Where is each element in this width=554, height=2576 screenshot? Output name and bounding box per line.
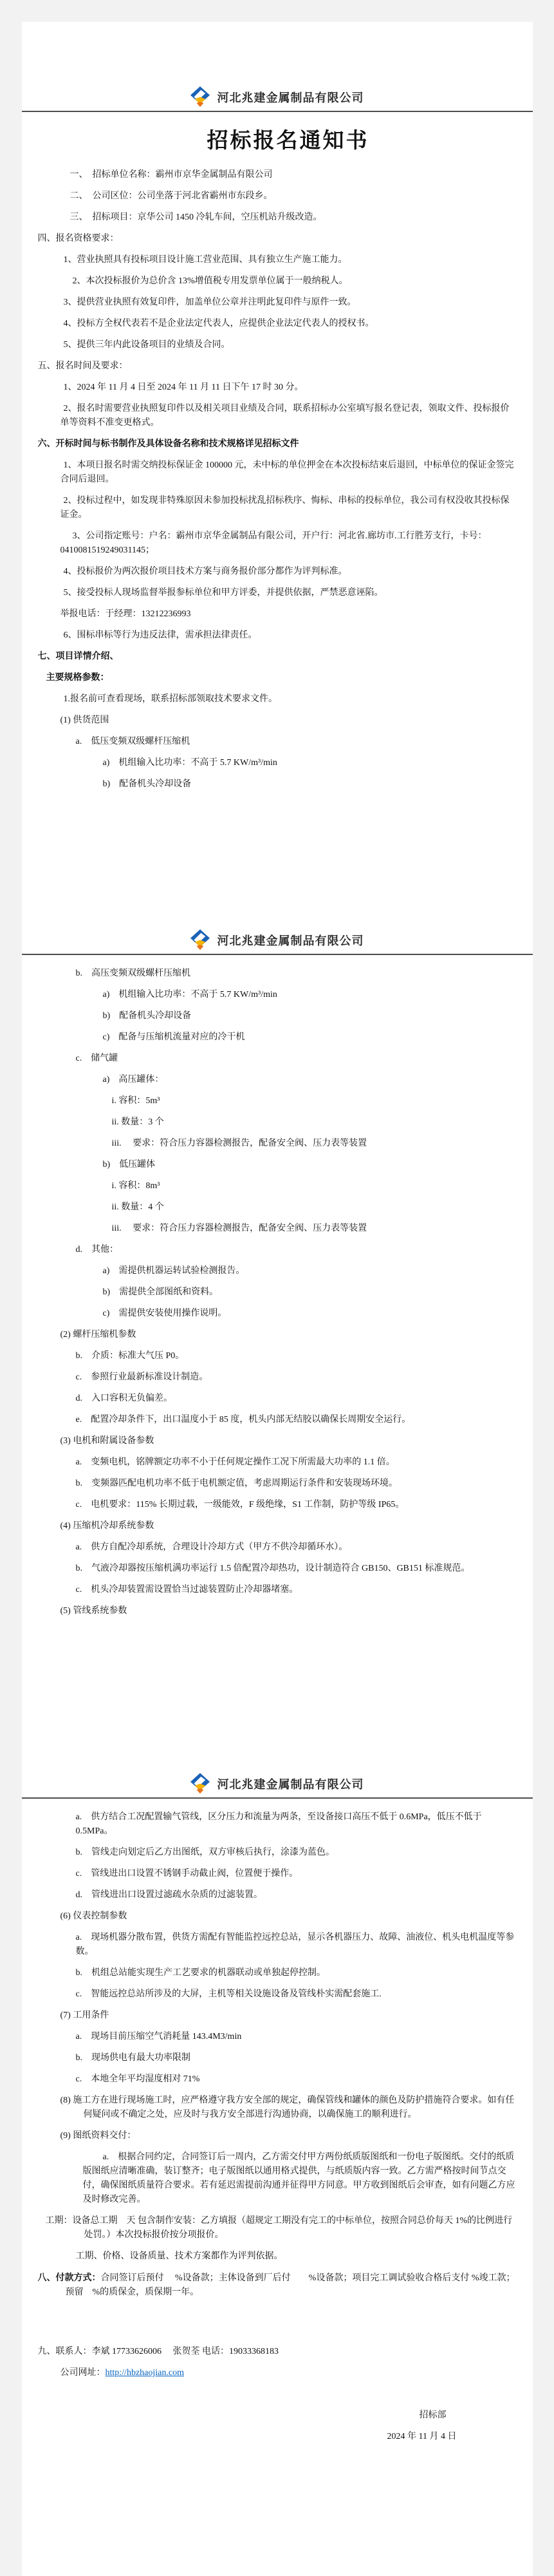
paragraph: e. 配置冷却条件下，出口温度小于 85 度，机头内部无结胶以确保长周期安全运行。 [75,1415,411,1425]
paragraph: 二、 公司区位：公司坐落于河北省霸州市东段乡。 [69,191,273,201]
paragraph: d. 其他： [75,1245,118,1255]
paragraph: (9) 图纸资料交付： [60,2131,136,2141]
paragraph: 1、营业执照具有投标项目设计施工营业范围、具有独立生产施工能力。 [63,255,347,265]
paragraph: b. 高压变频双级螺杆压缩机 [75,969,190,978]
paragraph: b. 气液冷却器按压缩机满功率运行 1.5 倍配置冷却热功，设计制造符合 GB150、GB151 标准规范。 [75,1564,470,1573]
paragraph: a. 低压变频双级螺杆压缩机 [75,737,190,746]
paragraph: 5、接受投标人现场监督举报参标单位和甲方评委，并提供依据，严禁恶意诬陷。 [63,588,383,598]
paragraph: b) 配备机头冷却设备 [102,779,192,789]
paragraph: 4、投标方全权代表若不是企业法定代表人，应提供企业法定代表人的授权书。 [63,319,374,328]
paragraph: 2、报名时需要营业执照复印件以及相关项目业绩及合同，联系招标办公室填写报名登记表，领取文件、投标报价单等资料不准变更格式。 [60,404,510,428]
company-logo-icon [190,1773,210,1794]
paragraph: a. 现场目前压缩空气消耗量 143.4M3/min [75,2032,242,2041]
paragraph: iii. 要求：符合压力容器检测报告，配备安全阀、压力表等装置 [111,1139,367,1148]
paragraph: i. 容积：8m³ [111,1181,160,1191]
paragraph: b. 机组总站能实现生产工艺要求的机器联动或单独起停控制。 [75,1968,326,1978]
section-heading: 五、报名时间及要求： [37,361,128,371]
page-header [22,1773,533,1799]
page-1-body [37,168,516,791]
text-run: 公司网址： [60,2368,106,2378]
signature-department: 招标部 [419,2410,447,2420]
paragraph: c. 储气罐 [75,1054,118,1063]
paragraph: 工期、价格、设备质量、技术方案都作为评判依据。 [75,2251,283,2261]
paragraph: 三、 招标项目：京华公司 1450 冷轧车间，空压机站升级改造。 [69,213,322,222]
paragraph: a) 机组输入比功率：不高于 5.7 KW/m³/min [102,990,277,999]
paragraph: 1.报名前可查看现场，联系招标部领取技术要求文件。 [63,694,277,704]
signature-date: 2024 年 11 月 4 日 [387,2432,457,2441]
paragraph: a. 供方结合工况配置输气管线，区分压力和流量为两条，至设备接口高压不低于 0.6MPa，低压不低于 0.5MPa。 [75,1812,482,1836]
document-page-3 [22,1765,533,2576]
paragraph: a. 根据合同约定，合同签订后一周内，乙方需交付甲方两份纸质版图纸和一份电子版图纸。交付的纸质版图纸应清晰准确，装订整齐；电子版图纸以通用格式提供，与纸质版内容一致。乙方需严格按时间节点交付，确保图纸质量符合要求。若有延迟需提前沟通并征得甲方同意。甲方收到图纸后会审查，如有问题乙方应及时修改完善。 [82,2152,515,2204]
page-header [22,929,533,955]
paragraph: ii. 数量：4 个 [111,1202,164,1212]
paragraph: a) 高压罐体： [102,1075,164,1084]
paragraph: c. 参照行业最新标准设计制造。 [75,1372,208,1382]
paragraph: d. 入口容积无负偏差。 [75,1394,172,1403]
paragraph: 工期：设备总工期 天 包含制作安装：乙方填报（超规定工期没有完工的中标单位，按照合同总价每天 1%的比例进行处罚。）本次投标报价按分项报价。 [45,2216,513,2240]
document-page-1 [22,22,533,920]
paragraph: c. 管线进出口设置不锈钢手动截止阀，位置便于操作。 [75,1869,299,1879]
paragraph: b) 需提供全部图纸和资料。 [102,1287,219,1297]
paragraph: 3、提供营业执照有效复印件，加盖单位公章并注明此复印件与原件一致。 [63,298,356,307]
text-run: 合同签订后预付 %设备款；主体设备到厂后付 %设备款；项目完工调试验收合格后支付 %竣工款；预留 %的质保金，质保期一年。 [65,2273,515,2297]
paragraph: c. 电机要求：115% 长期过载，一级能效，F 级绝缘，S1 工作制，防护等级 IP65。 [75,1500,405,1510]
company-logo-icon [190,86,210,108]
section-heading: 四、报名资格要求： [37,234,119,243]
company-website-link[interactable]: http://hbzhaojian.com [105,2368,184,2378]
page-header [22,86,533,112]
paragraph: c. 智能远控总站所涉及的大屏，主机等相关设施设备及管线朴实需配套施工. [75,1989,382,1999]
paragraph: (4) 压缩机冷却系统参数 [60,1521,154,1531]
company-name: 河北兆建金属制品有限公司 [217,91,364,104]
paragraph: (7) 工用条件 [60,2011,109,2020]
paragraph: d. 管线进出口设置过滤疏水杂质的过滤装置。 [75,1890,263,1900]
paragraph: a. 现场机器分散布置，供货方需配有智能监控远控总站，显示各机器压力、故障、油液位、机头电机温度等参数。 [75,1933,515,1956]
paragraph: b. 管线走向划定后乙方出图纸，双方审核后执行，涂漆为蓝色。 [75,1848,335,1857]
paragraph: 2、投标过程中，如发现非特殊原因未参加投标扰乱招标秩序、悔标、串标的投标单位，我公司有权没收其投标保证金。 [60,496,510,520]
paragraph: c) 需提供安装使用操作说明。 [102,1309,227,1318]
contact-line: 九、联系人：李斌 17733626006 张贺荃 电话：19033368183 [37,2347,279,2356]
paragraph: (2) 螺杆压缩机参数 [60,1330,136,1340]
payment-terms [37,2271,516,2300]
company-logo-icon [190,929,210,951]
paragraph: c. 机头冷却装置需设置恰当过滤装置防止冷却器堵塞。 [75,1585,299,1595]
document-page-2 [22,920,533,1765]
paragraph: a. 供方自配冷却系统，合理设计冷却方式（甲方不供冷却循环水）。 [75,1542,348,1552]
top-margin [0,0,554,22]
paragraph: (6) 仪表控制参数 [60,1911,127,1921]
paragraph: b) 低压罐体 [102,1160,156,1170]
paragraph: (5) 管线系统参数 [60,1606,127,1616]
text-run: 八、付款方式： [37,2273,101,2283]
company-name: 河北兆建金属制品有限公司 [217,1777,364,1791]
paragraph: b. 介质：标准大气压 P0。 [75,1351,185,1361]
paragraph: b. 变频器匹配电机功率不低于电机额定值，考虑周期运行条件和安装现场环境。 [75,1479,398,1488]
paragraph: c) 配备与压缩机流量对应的冷干机 [102,1032,245,1042]
paragraph: 举报电话：于经理：13212236993 [60,609,191,619]
section-heading: 主要规格参数： [46,673,109,683]
company-name: 河北兆建金属制品有限公司 [217,934,364,947]
paragraph: a. 变频电机，铭牌额定功率不小于任何规定操作工况下所需最大功率的 1.1 倍。 [75,1457,395,1467]
section-heading: 六、开标时间与标书制作及具体设备名称和技术规格详见招标文件 [37,439,299,449]
paragraph: a) 机组输入比功率：不高于 5.7 KW/m³/min [102,758,277,768]
website-line [60,2366,516,2380]
paragraph: b. 现场供电有最大功率限制 [75,2053,190,2063]
paragraph: 3、公司指定账号：户名：霸州市京华金属制品有限公司，开户行：河北省.廊坊市.工行胜芳支行，卡号：0410081519249031145； [60,531,487,555]
paragraph: (3) 电机和附属设备参数 [60,1436,154,1446]
paragraph: 2、本次投标报价为总价含 13%增值税专用发票单位属于一般纳税人。 [63,276,348,286]
paragraph: 1、2024 年 11 月 4 日至 2024 年 11 月 11 日下午 17 时 30 分。 [63,383,304,392]
paragraph: c. 本地全年平均湿度相对 71% [75,2074,200,2084]
paragraph: 6、围标串标等行为违反法律，需承担法律责任。 [63,630,257,640]
paragraph: (1) 供货范围 [60,715,109,725]
paragraph: 5、提供三年内此设备项目的业绩及合同。 [63,340,230,350]
paragraph: i. 容积：5m³ [111,1096,160,1106]
paragraph: 4、投标报价为两次报价项目技术方案与商务报价部分都作为评判标准。 [63,567,347,576]
page-3-body [37,1810,516,2444]
paragraph: a) 需提供机器运转试验检测报告。 [102,1266,245,1276]
paragraph: (8) 施工方在进行现场施工时，应严格遵守我方安全部的规定，确保管线和罐体的颜色及防护措施符合要求。如有任何疑问或不确定之处，应及时与我方安全部进行沟通协商，以确保施工的顺利进行。 [60,2096,515,2119]
paragraph: 1、本项日报名时需交纳投标保证金 100000 元，未中标的单位押金在本次投标结束后退回，中标单位的保证金签完合同后退回。 [60,460,514,484]
paragraph: 一、 招标单位名称：霸州市京华金属制品有限公司 [69,170,273,180]
section-heading: 七、项目详情介绍、 [37,652,119,661]
document-title: 招标报名通知书 [207,129,369,153]
page-2-body [60,967,516,1618]
paragraph: iii. 要求：符合压力容器检测报告，配备安全阀、压力表等装置 [111,1224,367,1233]
paragraph: b) 配备机头冷却设备 [102,1011,192,1021]
paragraph: ii. 数量：3 个 [111,1117,164,1127]
